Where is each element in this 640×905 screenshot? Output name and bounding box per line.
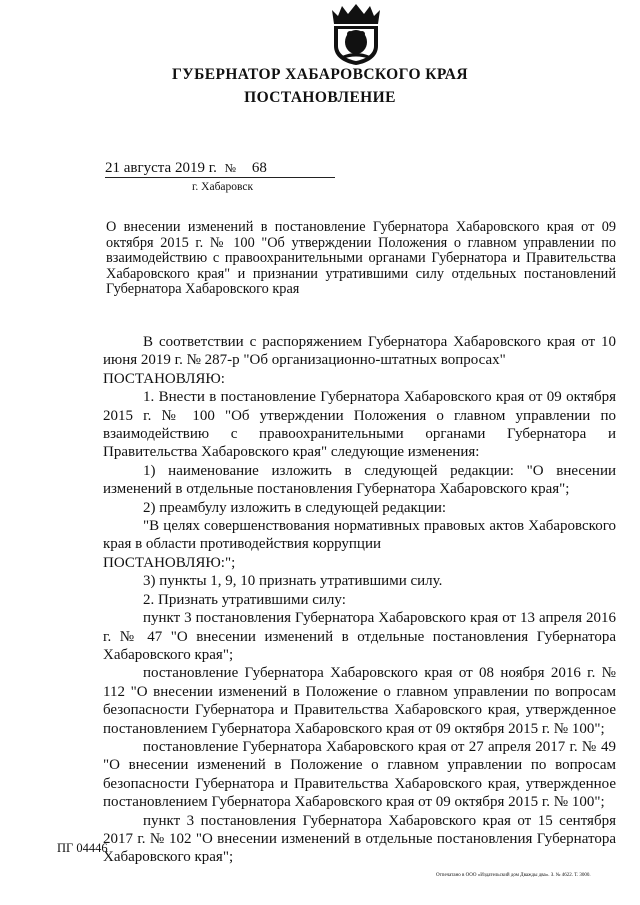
body-paragraph: ПОСТАНОВЛЯЮ: bbox=[103, 370, 225, 387]
body-paragraph: "В целях совершенствования нормативных правовых актов Хабаровского края в области противодействия коррупции bbox=[103, 518, 616, 553]
document-type: ПОСТАНОВЛЕНИЕ bbox=[244, 89, 396, 106]
body-paragraph: постановление Губернатора Хабаровского края от 27 апреля 2017 г. № 49 "О внесении изменений в Положение о главном управлении по вопросам безопасности Губернатора и Правительства Хабаровского края, утвержденное постановлением Губернатора Хабаровского края от 09 октября 2015 г. № 100"; bbox=[103, 738, 616, 811]
body-paragraph: 2) преамбулу изложить в следующей редакции: bbox=[143, 499, 447, 516]
body-paragraph: 3) пункты 1, 9, 10 признать утратившими силу. bbox=[143, 573, 443, 590]
document-number: 68 bbox=[251, 160, 267, 176]
date-underline bbox=[105, 177, 335, 178]
body-paragraph: ПОСТАНОВЛЯЮ:"; bbox=[103, 554, 236, 571]
body-paragraph: постановление Губернатора Хабаровского края от 08 ноября 2016 г. № 112 "О внесении изменений в Положение о главном управлении по вопросам безопасности Губернатора и Правительства Хабаровского края, утвержденное постановлением Губернатора Хабаровского края от 09 октября 2015 г. № 100"; bbox=[103, 665, 616, 737]
body-paragraph: 1) наименование изложить в следующей редакции: "О внесении изменений в отдельные постановления Губернатора Хабаровского края"; bbox=[103, 462, 616, 498]
document-date: 21 августа 2019 г. bbox=[105, 160, 217, 176]
body-paragraph: 1. Внести в постановление Губернатора Хабаровского края от 09 октября 2015 г. № 100 "Об утверждении Положения о главном управлении по взаимодействию с правоохранительными органами Губернатора и Правительства Хабаровского края" следующие изменения: bbox=[103, 389, 616, 461]
issuing-authority: ГУБЕРНАТОР ХАБАРОВСКОГО КРАЯ bbox=[172, 66, 468, 83]
form-code: ПГ 04446 bbox=[57, 841, 108, 855]
body-paragraph: 2. Признать утратившими силу: bbox=[143, 591, 346, 608]
body-paragraph: пункт 3 постановления Губернатора Хабаровского края от 13 апреля 2016 г. № 47 "О внесении изменений в отдельные постановления Губернатора Хабаровского края"; bbox=[103, 610, 616, 663]
coat-of-arms-emblem bbox=[328, 2, 384, 66]
city: г. Хабаровск bbox=[192, 181, 254, 193]
document-body bbox=[103, 333, 616, 867]
body-paragraph: пункт 3 постановления Губернатора Хабаровского края от 15 сентября 2017 г. № 102 "О внесении изменений в отдельные постановления Губернатора Хабаровского края"; bbox=[103, 812, 616, 866]
document-date-line bbox=[105, 160, 267, 177]
printer-imprint: Отпечатано в ООО «Издательский дом Дважды два». З. № 4622. Т. 3000. bbox=[436, 873, 591, 878]
document-subject: О внесении изменений в постановление Губернатора Хабаровского края от 09 октября 2015 г. № 100 "Об утверждении Положения о главном управлении по взаимодействию с правоохранительными органами Губернатора и Правительства Хабаровского края" и признании утратившими силу отдельных постановлений Губернатора Хабаровского края bbox=[106, 219, 616, 298]
number-sign: № bbox=[224, 161, 237, 175]
body-paragraph: В соответствии с распоряжением Губернатора Хабаровского края от 10 июня 2019 г. № 287-р "Об организационно-штатных вопросах" bbox=[103, 334, 616, 369]
